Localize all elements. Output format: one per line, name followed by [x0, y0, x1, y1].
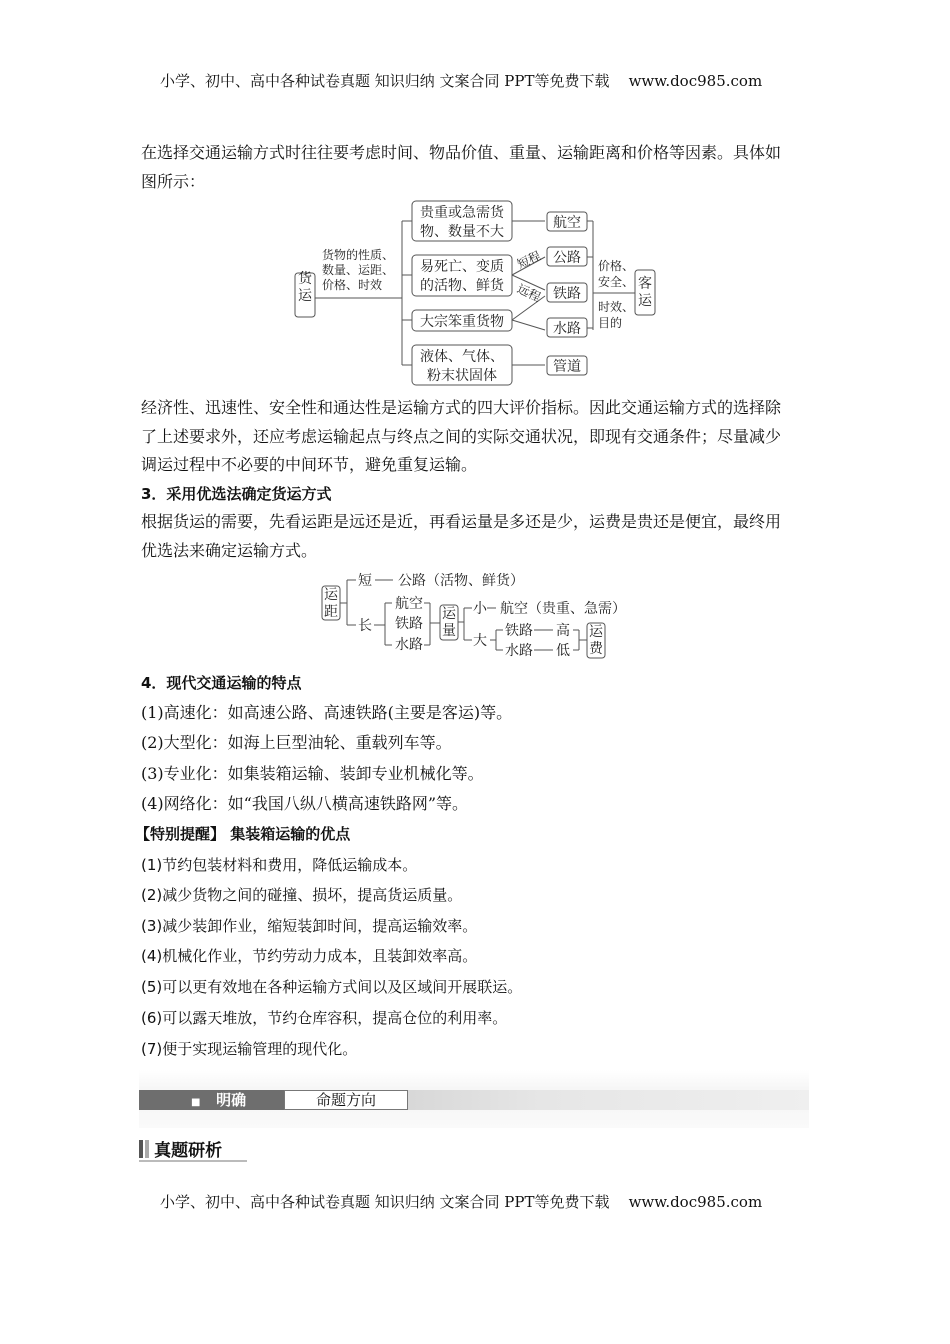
- large-label: 大: [473, 633, 487, 649]
- section4-title: 4．现代交通运输的特点: [141, 674, 302, 692]
- footer-site: www.doc985.com: [628, 1193, 763, 1211]
- mode-pipeline: 管道: [553, 359, 581, 375]
- cost-node: [589, 624, 604, 657]
- volume-text-char: 量: [442, 623, 456, 639]
- volume-text-char: 运: [442, 606, 456, 622]
- feature-item: (3)专业化：如集装箱运输、装卸专业机械化等。: [141, 764, 484, 783]
- cargo-type: 易死亡、变质: [420, 259, 504, 275]
- banner-right: 命题方向: [284, 1090, 408, 1110]
- subheading: [139, 1136, 247, 1162]
- cargo-type: 大宗笨重货物: [420, 314, 504, 330]
- para-line: 调运过程中不必要的中间环节，避免重复运输。: [141, 455, 478, 474]
- para-line: 优选法来确定运输方式。: [141, 541, 318, 560]
- distance-node: [324, 587, 339, 620]
- para-line: 经济性、迅速性、安全性和通达性是运输方式的四大评价指标。因此交通运输方式的选择除: [141, 398, 782, 417]
- large-mode: 铁路: [505, 623, 533, 639]
- mode-road: 公路: [553, 250, 581, 266]
- reminder-heading: [135, 824, 350, 844]
- cargo-type: 液体、气体、: [420, 349, 504, 365]
- short-result: 公路（活物、鲜货）: [398, 573, 524, 589]
- cargo-type: 粉末状固体: [427, 368, 497, 384]
- page-footer: [160, 1191, 762, 1212]
- header-site: www.doc985.com: [628, 72, 763, 90]
- cost-text-char: 费: [589, 641, 603, 657]
- small-label: 小: [473, 601, 487, 617]
- banner-left-text: 明确: [216, 1091, 247, 1109]
- bar-icon: [145, 1140, 149, 1158]
- small-result: 航空（贵重、急需）: [500, 601, 626, 617]
- large-mode: 水路: [505, 643, 533, 659]
- distance-text-char: 距: [324, 604, 338, 620]
- mode-air: 航空: [553, 215, 581, 231]
- passenger-label: 时效、: [598, 300, 635, 314]
- long-mode: 铁路: [395, 616, 423, 632]
- reminder-title: 集装箱运输的优点: [230, 825, 351, 843]
- subheading-text: 真题研析: [154, 1141, 223, 1161]
- feature-item: (2)大型化：如海上巨型油轮、重载列车等。: [141, 733, 452, 752]
- short-label: 短: [358, 573, 372, 589]
- cargo-type: 的活物、鲜货: [420, 278, 504, 294]
- passenger-label: 目的: [598, 316, 623, 330]
- cargo-type: 物、数量不大: [420, 224, 504, 240]
- feature-item: (1)高速化：如高速公路、高速铁路(主要是客运)等。: [141, 703, 513, 722]
- advantage-item: (7)便于实现运输管理的现代化。: [141, 1040, 358, 1058]
- freight-root-char: 运: [298, 288, 312, 304]
- distance-text-char: 运: [324, 587, 338, 603]
- intro-line: 图所示：: [141, 172, 206, 191]
- root-label: 货物的性质、: [322, 248, 395, 262]
- intro-line: 在选择交通运输方式时往往要考虑时间、物品价值、重量、运输距离和价格等因素。具体如: [141, 143, 782, 162]
- header-text: 小学、初中、高中各种试卷真题 知识归纳 文案合同 PPT等免费下载: [160, 72, 610, 90]
- short-label: 短程: [515, 248, 543, 272]
- passenger-label: 价格、: [598, 259, 635, 273]
- cost-high: 高: [556, 623, 570, 639]
- root-label: 价格、时效: [322, 278, 383, 292]
- cost-low: 低: [556, 643, 570, 659]
- banner-left: [139, 1090, 284, 1110]
- advantage-item: (4)机械化作业，节约劳动力成本，且装卸效率高。: [141, 947, 478, 965]
- advantage-item: (6)可以露天堆放，节约仓库容积，提高仓位的利用率。: [141, 1009, 508, 1027]
- mode-rail: 铁路: [553, 286, 581, 302]
- section-banner: [139, 1070, 809, 1128]
- root-label: 数量、运距、: [322, 263, 395, 277]
- section3-title: 3．采用优选法确定货运方式: [141, 485, 332, 503]
- feature-item: (4)网络化：如“我国八纵八横高速铁路网”等。: [141, 794, 469, 813]
- advantage-item: (5)可以更有效地在各种运输方式间以及区域间开展联运。: [141, 978, 523, 996]
- para-line: 根据货运的需要，先看运距是远还是近，再看运量是多还是少，运费是贵还是便宜，最终用: [141, 512, 782, 531]
- advantage-item: (2)减少货物之间的碰撞、损坏，提高货运质量。: [141, 886, 463, 904]
- cargo-type: 贵重或急需货: [420, 205, 504, 221]
- para-line: 了上述要求外，还应考虑运输起点与终点之间的实际交通状况，即现有交通条件；尽量减少: [141, 427, 782, 446]
- bar-icon: [139, 1140, 143, 1158]
- long-mode: 航空: [395, 596, 423, 612]
- advantage-item: (1)节约包装材料和费用，降低运输成本。: [141, 856, 418, 874]
- reminder-tag: 【特别提醒】: [135, 825, 226, 843]
- freight-root-char: 货: [298, 271, 312, 287]
- passenger-text-char: 运: [638, 293, 652, 309]
- volume-node: [442, 606, 457, 639]
- long-label: 长: [358, 618, 372, 634]
- square-icon: ■: [191, 1097, 201, 1108]
- footer-text: 小学、初中、高中各种试卷真题 知识归纳 文案合同 PPT等免费下载: [160, 1193, 610, 1211]
- long-mode: 水路: [395, 637, 423, 653]
- passenger-text-char: 客: [638, 276, 652, 292]
- advantage-item: (3)减少装卸作业，缩短装卸时间，提高运输效率。: [141, 917, 478, 935]
- passenger-label: 安全、: [598, 275, 635, 289]
- long-label: 远程: [515, 281, 543, 305]
- cost-text-char: 运: [589, 624, 603, 640]
- mode-water: 水路: [553, 321, 581, 337]
